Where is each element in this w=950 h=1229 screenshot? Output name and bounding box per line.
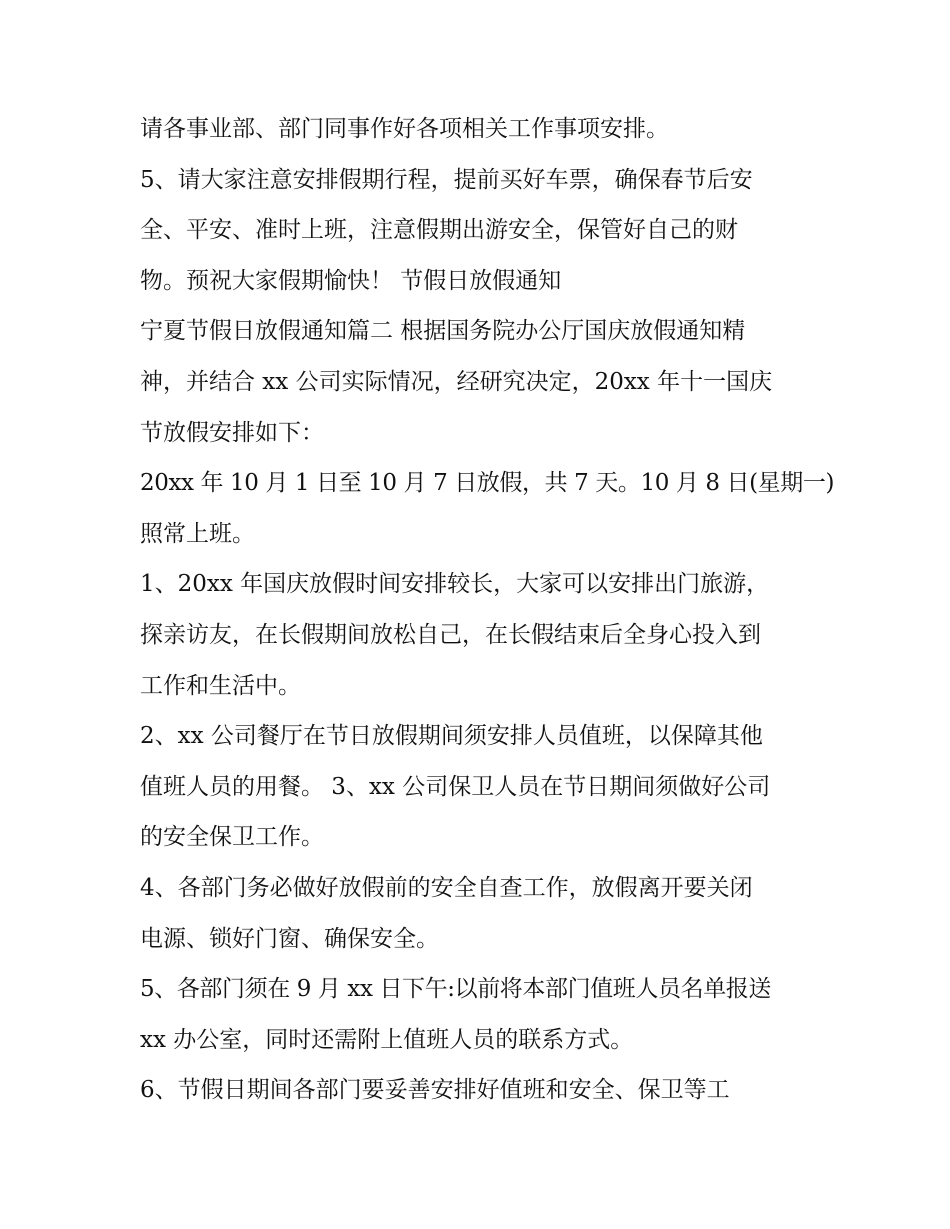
document-body xyxy=(140,104,835,1116)
text-line: xx 办公室，同时还需附上值班人员的联系方式。 xyxy=(140,1026,634,1053)
text-line: 工作和生活中。 xyxy=(140,672,301,699)
text-line: 请各事业部、部门同事作好各项相关工作事项安排。 xyxy=(140,116,669,142)
text-line: 节放假安排如下： xyxy=(140,419,324,446)
text-line: 值班人员的用餐。 3、xx 公司保卫人员在节日期间须做好公司 xyxy=(140,773,771,800)
text-line: 20xx 年 10 月 1 日至 10 月 7 日放假，共 7 天。10 月 8 日(星期一) xyxy=(140,470,835,497)
text-line: 电源、锁好门窗、确保安全。 xyxy=(140,925,439,952)
text-line: 5、各部门须在 9 月 xx 日下午:以前将本部门值班人员名单报送 xyxy=(140,976,772,1003)
text-line: 4、各部门务必做好放假前的安全自查工作，放假离开要关闭 xyxy=(140,874,753,901)
text-line: 2、xx 公司餐厅在节日放假期间须安排人员值班，以保障其他 xyxy=(140,723,763,750)
text-line: 6、节假日期间各部门要妥善安排好值班和安全、保卫等工 xyxy=(140,1077,730,1104)
text-line: 神，并结合 xx 公司实际情况，经研究决定，20xx 年十一国庆 xyxy=(140,368,773,395)
text-line: 5、请大家注意安排假期行程，提前买好车票，确保春节后安 xyxy=(140,166,753,193)
text-line: 1、20xx 年国庆放假时间安排较长，大家可以安排出门旅游， xyxy=(140,571,770,598)
text-line: 的安全保卫工作。 xyxy=(140,824,324,851)
text-line: 宁夏节假日放假通知篇二 根据国务院办公厅国庆放假通知精 xyxy=(140,318,746,345)
text-line: 照常上班。 xyxy=(140,520,255,547)
text-line: 物。预祝大家假期愉快！ 节假日放假通知 xyxy=(140,267,562,294)
text-line: 全、平安、准时上班，注意假期出游安全，保管好自己的财 xyxy=(140,217,738,244)
text-line: 探亲访友，在长假期间放松自己，在长假结束后全身心投入到 xyxy=(140,621,761,648)
